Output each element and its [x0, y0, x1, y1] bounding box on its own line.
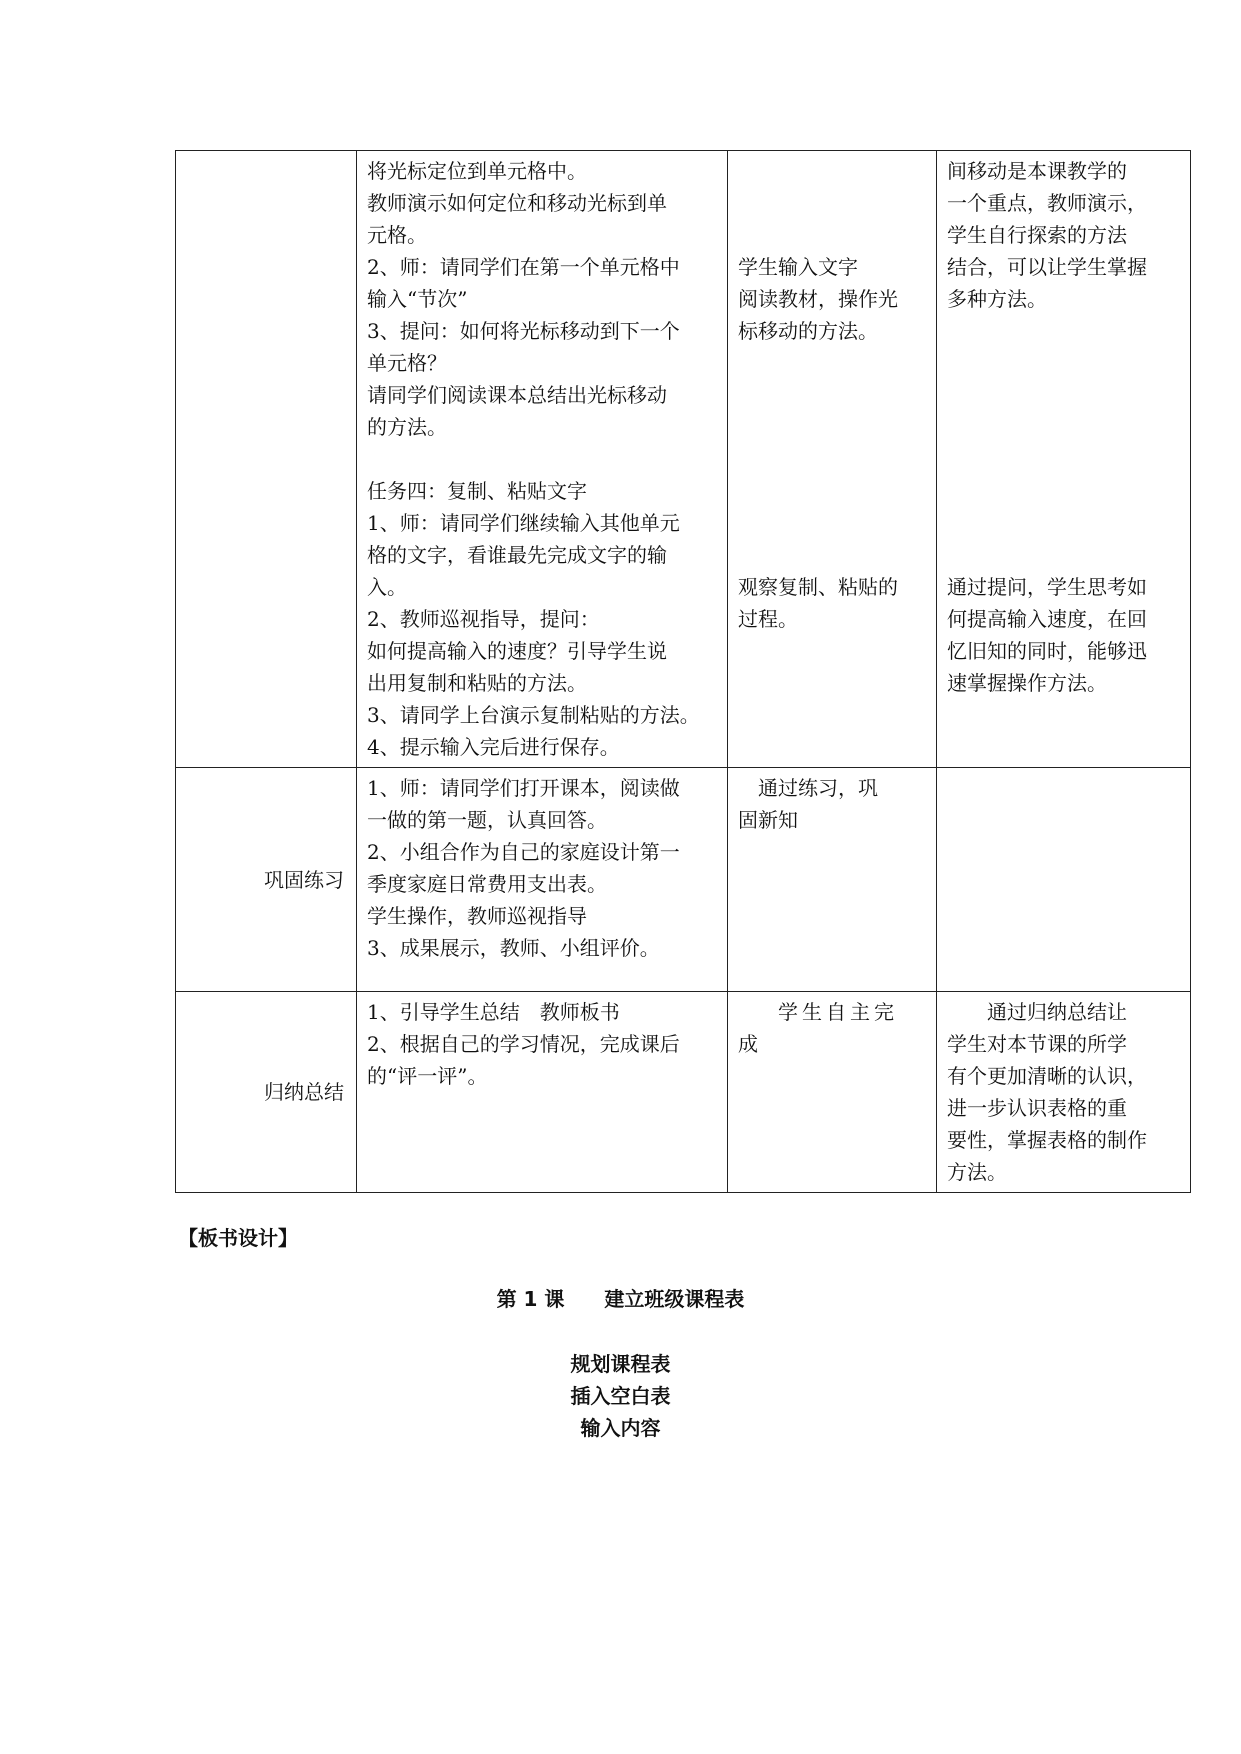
text-line: 阅读教材，操作光: [738, 287, 898, 311]
text-line: 元格。: [367, 223, 427, 247]
text-line: 3、请同学上台演示复制粘贴的方法。: [367, 703, 700, 727]
text-line: 2、教师巡视指导，提问：: [367, 607, 600, 631]
text-line: 4、提示输入完后进行保存。: [367, 735, 620, 759]
design-intent-cell: [937, 768, 1191, 992]
text-line: 通过提问，学生思考如: [947, 575, 1147, 599]
text-line: 入。: [367, 575, 407, 599]
text-line: 1、引导学生总结 教师板书: [367, 1000, 620, 1024]
text-line: 请同学们阅读课本总结出光标移动: [367, 383, 667, 407]
text-line: 将光标定位到单元格中。: [367, 159, 587, 183]
board-item: 输入内容: [580, 1416, 661, 1440]
text-line: 间移动是本课教学的: [947, 159, 1127, 183]
text-line: 学生操作，教师巡视指导: [367, 904, 587, 928]
text-line: 速掌握操作方法。: [947, 671, 1107, 695]
text-line: 学生自行探索的方法: [947, 223, 1127, 247]
text-line: 固新知: [738, 808, 798, 832]
student-activity-cell: [728, 992, 937, 1193]
text-line: 3、成果展示，教师、小组评价。: [367, 936, 660, 960]
text-line: 学生输入文字: [738, 255, 858, 279]
text-line: 一做的第一题，认真回答。: [367, 808, 607, 832]
text-line: 任务四：复制、粘贴文字: [367, 479, 587, 503]
stage-cell: [176, 151, 357, 768]
text-line: 2、小组合作为自己的家庭设计第一: [367, 840, 680, 864]
text-line: 忆旧知的同时，能够迅: [947, 639, 1147, 663]
text-line: 季度家庭日常费用支出表。: [367, 872, 607, 896]
lesson-plan-table: [175, 150, 1191, 1193]
text-line: 2、师：请同学们在第一个单元格中: [367, 255, 680, 279]
lesson-title-text: 第 1 课 建立班级课程表: [496, 1287, 745, 1311]
text-line: 通过归纳总结让: [987, 1000, 1127, 1024]
text-line: 进一步认识表格的重: [947, 1096, 1127, 1120]
text-line: 观察复制、粘贴的: [738, 575, 898, 599]
text-line: 教师演示如何定位和移动光标到单: [367, 191, 667, 215]
text-line: 出用复制和粘贴的方法。: [367, 671, 587, 695]
text-line: 如何提高输入的速度？引导学生说: [367, 639, 667, 663]
text-line: 2、根据自己的学习情况，完成课后: [367, 1032, 680, 1056]
text-line: 输入“节次”: [367, 287, 468, 311]
student-activity-cell: [728, 151, 937, 768]
board-item: 规划课程表: [570, 1352, 671, 1376]
board-design-heading: 【板书设计】: [178, 1226, 298, 1250]
lesson-title: [0, 1283, 1241, 1315]
design-intent-cell: [937, 992, 1191, 1193]
teacher-activity-cell: [357, 151, 728, 768]
text-line: 学生自主完: [778, 1000, 898, 1024]
text-line: 1、师：请同学们打开课本，阅读做: [367, 776, 680, 800]
text-line: 过程。: [738, 607, 798, 631]
text-line: 格的文字，看谁最先完成文字的输: [367, 543, 667, 567]
text-line: 一个重点，教师演示，: [947, 191, 1147, 215]
teacher-activity-cell: [357, 768, 728, 992]
table-row: [176, 992, 1191, 1193]
text-line: 成: [738, 1032, 758, 1056]
text-line: 的“评一评”。: [367, 1064, 488, 1088]
student-activity-cell: [728, 768, 937, 992]
text-line: 的方法。: [367, 415, 447, 439]
text-line: 3、提问：如何将光标移动到下一个: [367, 319, 680, 343]
text-line: 何提高输入速度，在回: [947, 607, 1147, 631]
text-line: 通过练习，巩: [758, 776, 878, 800]
stage-cell: 巩固练习: [176, 768, 357, 992]
text-line: 单元格？: [367, 351, 447, 375]
table-row: [176, 151, 1191, 768]
board-item: 插入空白表: [570, 1384, 671, 1408]
board-items: [0, 1348, 1241, 1444]
text-line: 学生对本节课的所学: [947, 1032, 1127, 1056]
stage-cell: 归纳总结: [176, 992, 357, 1193]
text-line: 标移动的方法。: [738, 319, 878, 343]
table-row: [176, 768, 1191, 992]
text-line: 有个更加清晰的认识，: [947, 1064, 1147, 1088]
text-line: 结合，可以让学生掌握: [947, 255, 1147, 279]
text-line: 多种方法。: [947, 287, 1047, 311]
text-line: 1、师：请同学们继续输入其他单元: [367, 511, 680, 535]
spacer: [367, 443, 719, 475]
teacher-activity-cell: [357, 992, 728, 1193]
text-line: 方法。: [947, 1160, 1007, 1184]
text-line: 要性，掌握表格的制作: [947, 1128, 1147, 1152]
design-intent-cell: [937, 151, 1191, 768]
